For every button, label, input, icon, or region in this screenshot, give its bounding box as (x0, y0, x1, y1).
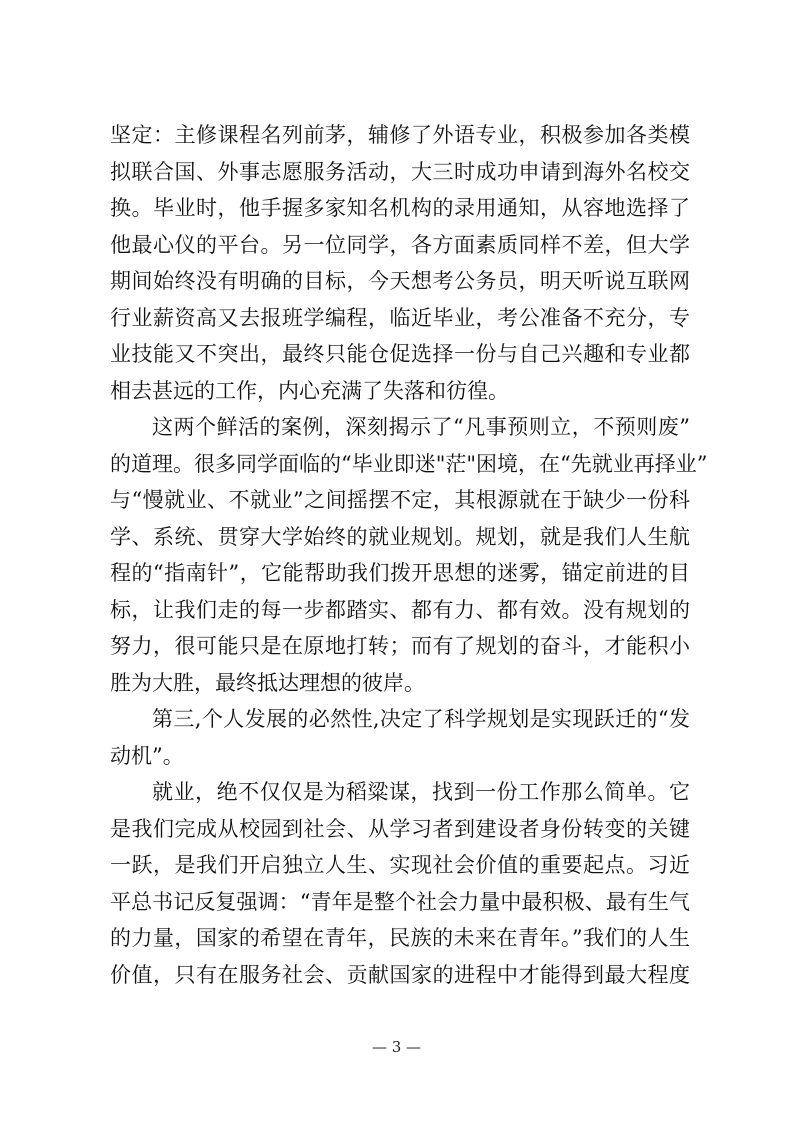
section-heading-line: 第三,个人发展的必然性,决定了科学规划是实现跃迁的“发 (152, 707, 690, 731)
text-line: 相去甚远的工作，内心充满了失落和彷徨。 (110, 378, 509, 403)
text-line: 的力量，国家的希望在青年，民族的未来在青年。”我们的人生 (110, 926, 690, 950)
text-line: 换。毕业时，他手握多家知名机构的录用通知，从容地选择了 (110, 196, 690, 220)
body-text (110, 117, 708, 993)
text-line: 坚定：主修课程名列前茅，辅修了外语专业，积极参加各类模 (110, 123, 690, 147)
page-number: — 3 — (371, 1038, 422, 1056)
text-line: 平总书记反复强调：“青年是整个社会力量中最积极、最有生气 (110, 889, 690, 914)
text-line: 标，让我们走的每一步都踏实、都有力、都有效。没有规划的 (110, 597, 690, 622)
text-line: 拟联合国、外事志愿服务活动，大三时成功申请到海外名校交 (110, 159, 690, 184)
section-heading-line: 动机”。 (110, 743, 184, 768)
text-line: 就业，绝不仅仅是为稻粱谋，找到一份工作那么简单。它 (152, 780, 690, 804)
text-line: 努力，很可能只是在原地打转；而有了规划的奋斗，才能积小 (110, 634, 690, 658)
text-line: 胜为大胜，最终抵达理想的彼岸。 (110, 670, 425, 695)
text-line: 价值，只有在服务社会、贡献国家的进程中才能得到最大程度 (110, 962, 690, 987)
text-line: 业技能又不突出，最终只能仓促选择一份与自己兴趣和专业都 (110, 342, 690, 366)
text-line: 行业薪资高又去报班学编程，临近毕业，考公准备不充分，专 (110, 305, 690, 330)
text-line: 的道理。很多同学面临的“毕业即迷"茫"困境，在“先就业再择业” (110, 451, 708, 476)
text-line: 期间始终没有明确的目标，今天想考公务员，明天听说互联网 (110, 269, 690, 293)
text-line: 这两个鲜活的案例，深刻揭示了“凡事预则立，不预则废” (152, 415, 690, 439)
text-line: 学、系统、贯穿大学始终的就业规划。规划，就是我们人生航 (110, 524, 690, 549)
text-line: 一跃，是我们开启独立人生、实现社会价值的重要起点。习近 (110, 853, 690, 877)
text-line: 与“慢就业、不就业”之间摇摆不定，其根源就在于缺少一份科 (110, 488, 690, 512)
text-line: 是我们完成从校园到社会、从学习者到建设者身份转变的关键 (110, 816, 690, 841)
text-line: 他最心仪的平台。另一位同学，各方面素质同样不差，但大学 (110, 232, 690, 257)
text-line: 程的“指南针”，它能帮助我们拨开思想的迷雾，锚定前进的目 (110, 561, 690, 585)
